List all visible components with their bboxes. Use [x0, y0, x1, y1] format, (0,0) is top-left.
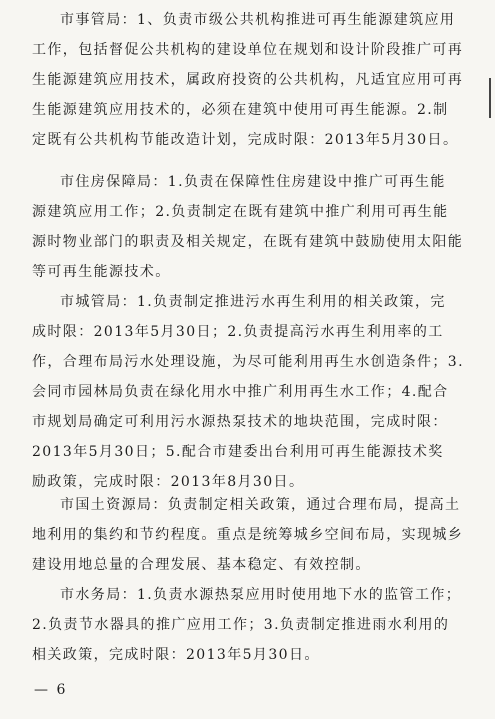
- paragraph-municipal-affairs: [32, 5, 482, 155]
- text-line: 励政策，完成时限：2013年8月30日。: [32, 474, 305, 490]
- text-line: 生能源建筑应用技术的，必须在建筑中使用可再生能源。2.制: [32, 102, 449, 118]
- paragraph-water-affairs: [32, 580, 482, 670]
- text-line: 等可再生能源技术。: [32, 264, 171, 280]
- text-line: 市国土资源局：负责制定相关政策，通过合理布局，提高土: [60, 497, 461, 513]
- text-line: 市水务局：1.负责水源热泵应用时使用地下水的监管工作；: [60, 587, 462, 603]
- text-line: 成时限：2013年5月30日；2.负责提高污水再生利用率的工: [32, 324, 444, 340]
- text-line: 会同市园林局负责在绿化用水中推广利用再生水工作；4.配合: [32, 384, 449, 400]
- text-line: 建设用地总量的合理发展、基本稳定、有效控制。: [32, 557, 371, 573]
- text-line: 2.负责节水器具的推广应用工作；3.负责制定推进雨水利用的: [32, 617, 450, 633]
- text-line: 定既有公共机构节能改造计划，完成时限：2013年5月30日。: [32, 132, 459, 148]
- text-line: 市住房保障局：1.负责在保障性住房建设中推广可再生能: [60, 174, 446, 190]
- text-line: 地利用的集约和节约程度。重点是统筹城乡空间布局，实现城乡: [32, 527, 464, 543]
- paragraph-housing-security: [32, 167, 482, 287]
- text-line: 市事管局：1、负责市级公共机构推进可再生能源建筑应用: [60, 12, 456, 28]
- paragraph-urban-management: [32, 287, 482, 497]
- text-line: 生能源建筑应用技术，属政府投资的公共机构，凡适宜应用可再: [32, 72, 464, 88]
- text-line: 相关政策，完成时限：2013年5月30日。: [32, 647, 320, 663]
- page-number: — 6: [34, 682, 68, 698]
- text-line: 源建筑应用工作；2.负责制定在既有建筑中推广利用可再生能: [32, 204, 449, 220]
- text-line: 2013年5月30日；5.配合市建委出台利用可再生能源技术奖: [32, 444, 444, 460]
- text-line: 工作，包括督促公共机构的建设单位在规划和设计阶段推广可再: [32, 42, 464, 58]
- paragraph-land-resources: [32, 490, 482, 580]
- scan-edge-mark: [489, 78, 491, 118]
- text-line: 市城管局：1.负责制定推进污水再生利用的相关政策，完: [60, 294, 446, 310]
- text-line: 市规划局确定可利用污水源热泵技术的地块范围，完成时限：: [32, 414, 448, 430]
- text-line: 源时物业部门的职责及相关规定，在既有建筑中鼓励使用太阳能: [32, 234, 464, 250]
- text-line: 作，合理布局污水处理设施，为尽可能利用再生水创造条件；3.: [32, 354, 464, 370]
